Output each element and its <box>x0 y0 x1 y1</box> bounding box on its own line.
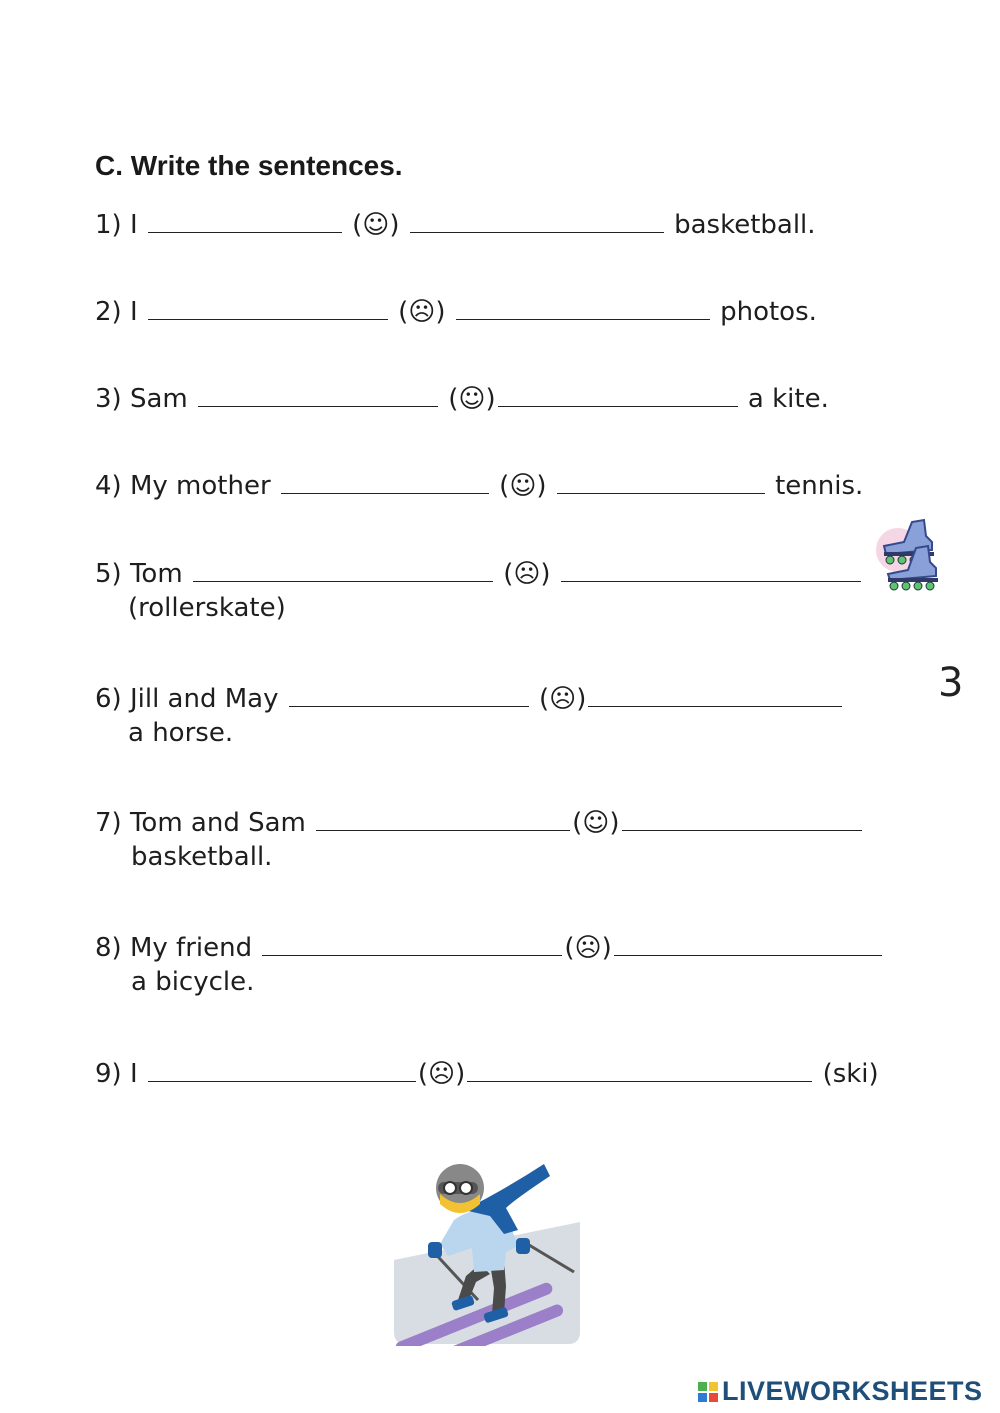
answer-blank-4b[interactable] <box>557 467 765 494</box>
happy-face-icon: (☺) <box>572 808 620 838</box>
sentence-6: 6) Jill and May (☹) <box>95 680 844 715</box>
answer-blank-7b[interactable] <box>622 804 862 831</box>
answer-blank-5b[interactable] <box>561 555 861 582</box>
sad-face-icon: (☹) <box>564 933 612 963</box>
answer-blank-2b[interactable] <box>456 293 710 320</box>
answer-blank-6b[interactable] <box>588 680 842 707</box>
sentence-1: 1) I (☺) basketball. <box>95 206 816 241</box>
answer-blank-9a[interactable] <box>148 1055 416 1082</box>
sentence-8: 8) My friend (☹) <box>95 929 884 964</box>
sentence-2: 2) I (☹) photos. <box>95 293 817 328</box>
answer-blank-5a[interactable] <box>193 555 493 582</box>
sad-face-icon: (☹) <box>503 559 551 589</box>
answer-blank-7a[interactable] <box>316 804 570 831</box>
answer-blank-8b[interactable] <box>614 929 882 956</box>
sentence-9: 9) I (☹) (ski) <box>95 1055 879 1090</box>
sad-face-icon: (☹) <box>398 297 446 327</box>
skier-image <box>394 1160 580 1346</box>
sentence-3: 3) Sam (☺) a kite. <box>95 380 829 415</box>
answer-blank-1a[interactable] <box>148 206 342 233</box>
sentence-7: 7) Tom and Sam (☺) <box>95 804 864 839</box>
answer-blank-1b[interactable] <box>410 206 664 233</box>
sentence-5: 5) Tom (☹) <box>95 555 863 590</box>
answer-blank-4a[interactable] <box>281 467 489 494</box>
worksheet-heading: C. Write the sentences. <box>95 150 403 181</box>
happy-face-icon: (☺) <box>499 471 547 501</box>
answer-blank-2a[interactable] <box>148 293 388 320</box>
brand-name: LIVEWORKSHEETS <box>722 1376 983 1406</box>
page-number: 3 <box>938 660 964 706</box>
sentence-6-end: a horse. <box>128 718 234 748</box>
answer-blank-3a[interactable] <box>198 380 438 407</box>
rollerskate-image <box>872 516 944 592</box>
liveworksheets-logo[interactable] <box>698 1376 983 1407</box>
happy-face-icon: (☺) <box>352 210 400 240</box>
answer-blank-6a[interactable] <box>289 680 529 707</box>
sentence-7-end: basketball. <box>131 842 273 872</box>
sentence-5-hint: (rollerskate) <box>128 593 286 623</box>
sentence-8-end: a bicycle. <box>131 967 255 997</box>
answer-blank-3b[interactable] <box>498 380 738 407</box>
sad-face-icon: (☹) <box>539 684 587 714</box>
happy-face-icon: (☺) <box>448 384 496 414</box>
logo-mark-icon <box>698 1382 718 1402</box>
answer-blank-9b[interactable] <box>467 1055 812 1082</box>
sad-face-icon: (☹) <box>417 1059 466 1089</box>
answer-blank-8a[interactable] <box>262 929 562 956</box>
sentence-4: 4) My mother (☺) tennis. <box>95 467 863 502</box>
